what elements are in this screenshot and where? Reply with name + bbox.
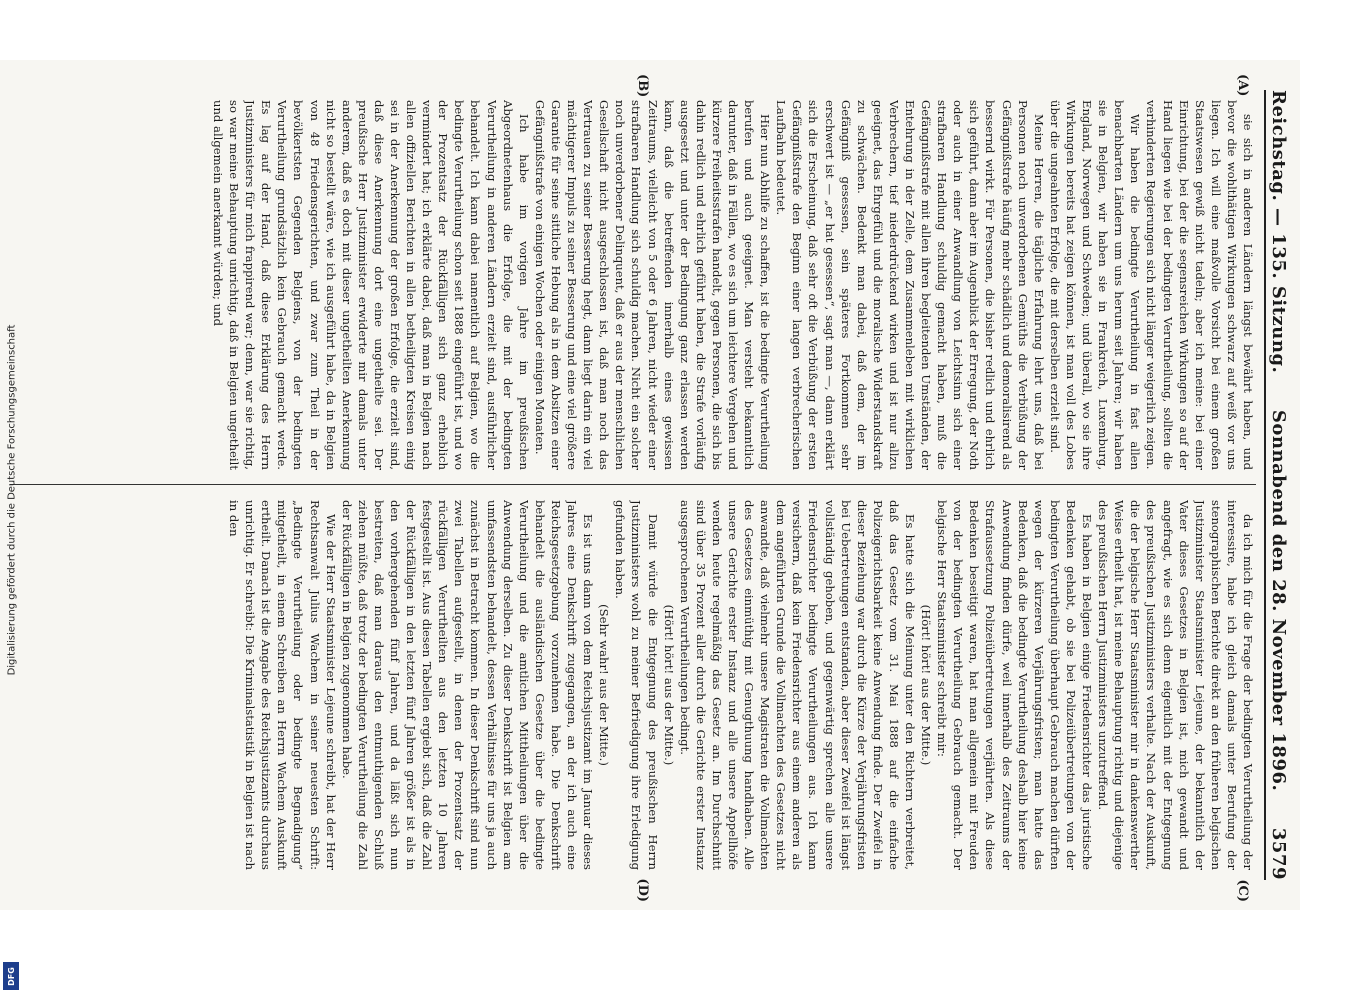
left-column-paragraph: Ich habe im vorigen Jahre im preußischen Abgeordnetenhaus die Erfolge, die mit der bedingten Verurtheilung in anderen Ländern erzielt sind, ausführlicher behandelt. Ich kann dabei namentlich auf Belgien, wo die bedingte Verurtheilung schon seit 1888 eingeführt ist, und wo der Prozentsatz der Rückfälligen sich ganz erheblich vermindert hat; ich erklärte dabei, daß man in Belgien nach allen offiziellen Berichten in allen betheiligten Kreisen einig sei in der Anerkennung der großen Erfolge, die erzielt sind, daß diese Anerkennung dort eine ungetheilte sei. Der preußische Herr Justizminister erwiderte mir damals unter anderem, daß es doch mit dieser ungetheilten Anerkennung nicht so bestellt wäre, wie ich ausgeführt habe, da in Belgien von 48 Friedensgerichten, und zwar zum Theil in der bevölkertsten Gegenden Belgiens, von der bedingten Verurtheilung grundsätzlich kein Gebrauch gemacht werde. Es lag auf der Hand, daß diese Erklärung des Herrn Justizministers für mich frappirend war; denn, war sie richtig, so war meine Behauptung unrichtig, daß in Belgien ungetheilt und allgemein anerkannt würden; und (211, 100, 531, 470)
dfg-logo-icon (3, 962, 19, 990)
right-column-paragraph: Damit würde die Entgegnung des preußischen Herrn Justizministers wohl zu meiner Befriedigung ihre Erledigung gefunden haben. (613, 500, 660, 870)
margin-letter-d: (D) (635, 878, 650, 902)
right-column (10, 500, 1256, 870)
left-column (10, 100, 1256, 470)
right-column-paragraph: Es haben in Belgien einige Friedensrichter das juristische Bedenken gehabt, ob sie bei Polizeiübertretungen von der bedingten Verurtheilung überhaupt Gebrauch machen dürften wegen der kürzeren Verjährungsfristen; man hatte das Bedenken, daß die bedingte Verurtheilung deshalb hier keine Anwendung finden dürfe, weil innerhalb des Zeitraums der Strafaussetzung Polizeiübertretungen verjährten. Als diese Bedenken beseitigt waren, hat man allgemein mit Freuden von der bedingten Verurtheilung Gebrauch gemacht. Der belgische Herr Staatsminister schreibt mir: (935, 500, 1095, 870)
digitization-note (2, 0, 22, 1000)
page-number: 3579 (1268, 827, 1290, 880)
left-column-paragraph: sie sich in anderen Ländern längst bewährt haben, und bevor die wohlthätigen Wirkungen schwarz auf weiß vor uns liegen. Ich will eine maßvolle Vorsicht bei einem großen Staatswesen gewiß nicht tadeln; aber ich meine: bei einer Einrichtung, bei der die segensreichen Wirkungen so auf der Hand liegen wie bei der bedingten Verurtheilung, sollten die verhinderten Regierungen sich nicht länger weigerlich zeigen. (1144, 100, 1255, 470)
right-column-paragraph: (Sehr wahr! aus der Mitte.) (597, 604, 612, 766)
right-column-paragraph: da ich mich für die Frage der bedingten Verurtheilung der interessire, habe ich gleich damals unter Berufung der stenographischen Berichte direkt an den früheren belgischen Justizminister Staatsminister Lejeune, der bekanntlich der Vater dieses Gesetzes in Belgien ist, mich gewandt und angefragt, wie es sich denn eigentlich mit der Entgegnung des preußischen Justizministers verhalte. Nach der Auskunft, die der belgische Herr Staatsminister mir in dankenswerther Weise ertheilt hat, ist meine Behauptung richtig und diejenige des preußischen Herrn Justizministers unzutreffend. (1096, 500, 1255, 870)
right-column-paragraph: Wie der Herr Staatsminister Lejeune schreibt, hat der Herr Rechtsanwalt Julius Wachem in seiner neuesten Schrift: „Bedingte Verurtheilung oder bedingte Begnadigung“ mitgetheilt, in einem Schreiben an Herrn Wachem Auskunft ertheilt. Danach ist die Angabe des Reichsjustizamts durchaus unrichtig. Er schreibt: Die Kriminalstatistik in Belgien ist nach in den (227, 500, 338, 870)
margin-letter-b: (B) (635, 74, 650, 98)
column-divider (10, 484, 1256, 485)
right-column-paragraph: Es ist uns dann von dem Reichsjustizamt im Januar dieses Jahres eine Denkschrift zugegangen, an der ich auch eine Reichsgesetzgebung vorzunehmen habe. Die Denkschrift behandelt die ausländischen Gesetze über die bedingte Verurtheilung und die amtlichen Mittheilungen über die Anwendung derselben. Zu dieser Denkschrift ist Belgien am umfassendsten behandelt, dessen Verhältnisse für uns ja auch zunächst in Betracht kommen. In dieser Denkschrift sind nun zwei Tabellen aufgestellt, in denen der Prozentsatz der rückfälligen Verurtheilten aus den letzten 10 Jahren festgestellt ist. Aus diesen Tabellen ergiebt sich, daß die Zahl der Rückfälligen in den letzten fünf Jahren größer ist als in den vorhergehenden fünf Jahren, und da läßt sich nun bestreiten, daß man daraus den entmuthigenden Schluß ziehen müßte, daß trotz der bedingten Verurtheilung die Zahl der Rückfälligen in Belgien zugenommen habe. (339, 500, 596, 870)
left-column-paragraph: Meine Herren, die tägliche Erfahrung lehrt uns, daß bei Personen noch unverdorbenen Gemüths die Verbüßung der Gefängnißstrafe häufig mehr schädlich und demoralisirend als bessernd wirkt. Für Personen, die bisher redlich und ehrlich sich geführt, dann aber im Augenblick der Erregung, der Noth oder auch in einer Anwandlung von Leichtsinn sich einer strafbaren Handlung schuldig gemacht haben, muß die Gefängnißstrafe mit allen ihren begleitenden Umständen, der Entehrung in der Zelle, dem Zusammenleben mit wirklichen Verbrechern, tief niederdrückend wirken und ist nur allzu geeignet, das Ehrgefühl und die moralische Widerstandskraft zu schwächen. Bedenkt man dabei, daß dem, der im Gefängniß gesessen, sein späteres Fortkommen sehr erschwert ist — „er hat gesessen“, sagt man —, dann erklärt sich die Erscheinung, daß sehr oft die Verbüßung der ersten Gefängnißstrafe den Beginn einer langen verbrecherischen Laufbahn bedeutet. (774, 100, 1046, 470)
header-date: Sonnabend den 28. November 1896. (1268, 409, 1290, 792)
digitization-text: Digitalisierung gefördert durch die Deutsche Forschungsgemeinschaft (6, 324, 18, 676)
page-header (1264, 90, 1292, 880)
margin-letter-c: (C) (1235, 879, 1250, 902)
left-column-paragraph: Hier nun Abhilfe zu schaffen, ist die bedingte Verurtheilung berufen und auch geeignet. Man versteht bekanntlich darunter, daß in Fällen, wo es sich um leichtere Vergehen und kürzere Freiheitsstrafen handelt, gegen Personen, die sich bis dahin redlich und ehrlich geführt haben, die Strafe vorläufig ausgesetzt und unter der Bedingung ganz erlassen werden kann, daß die betreffenden innerhalb eines gewissen Zeitraums, vielleicht von 5 oder 6 Jahren, nicht wieder einer strafbaren Handlung sich schuldig machen. Nicht ein solcher noch unverdorbener Delinquent, daß er aus der menschlichen Gesellschaft nicht ausgeschlossen ist, daß man noch das Vertrauen zu seiner Besserung hegt, dann liegt darin ein viel mächtigerer Impuls zu seiner Besserung und eine viel größere Garantie für seine sittliche Hebung als in dem Absitzen einer Gefängnißstrafe von einigen Wochen oder einigen Monaten. (532, 100, 773, 470)
margin-letter-a: (A) (1235, 74, 1250, 97)
scanned-page (0, 60, 1300, 910)
right-column-paragraph: Es hatte sich die Meinung unter den Richtern verbreitet, daß das Gesetz vom 31. Mai 1888 auf die einfache Polizeigerichtsbarkeit keine Anwendung finde. Der Zweifel in dieser Beziehung war durch die Kürze der Verjährungsfristen bei Uebertretungen entstanden, aber dieser Zweifel ist längst vollständig gehoben, und gegenwärtig sprechen alle unsere Friedensrichter bedingte Verurtheilungen aus. Ich kann versichern, daß kein Friedensrichter aus einem anderen als dem angeführten Grunde die Vollmachten des Gesetzes nicht anwandte, daß vielmehr unsere Magistraten die Vollmachten des Gesetzes einmüthig mit Genugthuung handhaben. Alle unsere Gerichte erster Instanz und alle unsere Appellhöfe wenden heute regelmäßig das Gesetz an. Im Durchschnitt sind über 35 Prozent aller durch die Gerichte erster Instanz ausgesprochenen Verurtheilungen bedingt. (677, 500, 918, 870)
right-column-paragraph: (Hört! hört! aus der Mitte.) (661, 604, 676, 766)
dfg-logo-text: DFG (6, 966, 16, 986)
right-column-paragraph: (Hört! hört! aus der Mitte.) (919, 604, 934, 766)
header-left: Reichstag. — 135. Sitzung. (1268, 90, 1290, 374)
left-column-paragraph: Wir haben die bedingte Verurtheilung in fast allen benachbarten Ländern um uns herum seit Jahren; wir haben sie in Belgien, wir haben sie in Frankreich, Luxemburg, England, Norwegen und Schweden; und überall, wo sie ihre Wirkungen bereits hat zeigen können, ist man voll des Lobes über die ungeahnten Erfolge, die mit derselben erzielt sind. (1047, 100, 1143, 470)
